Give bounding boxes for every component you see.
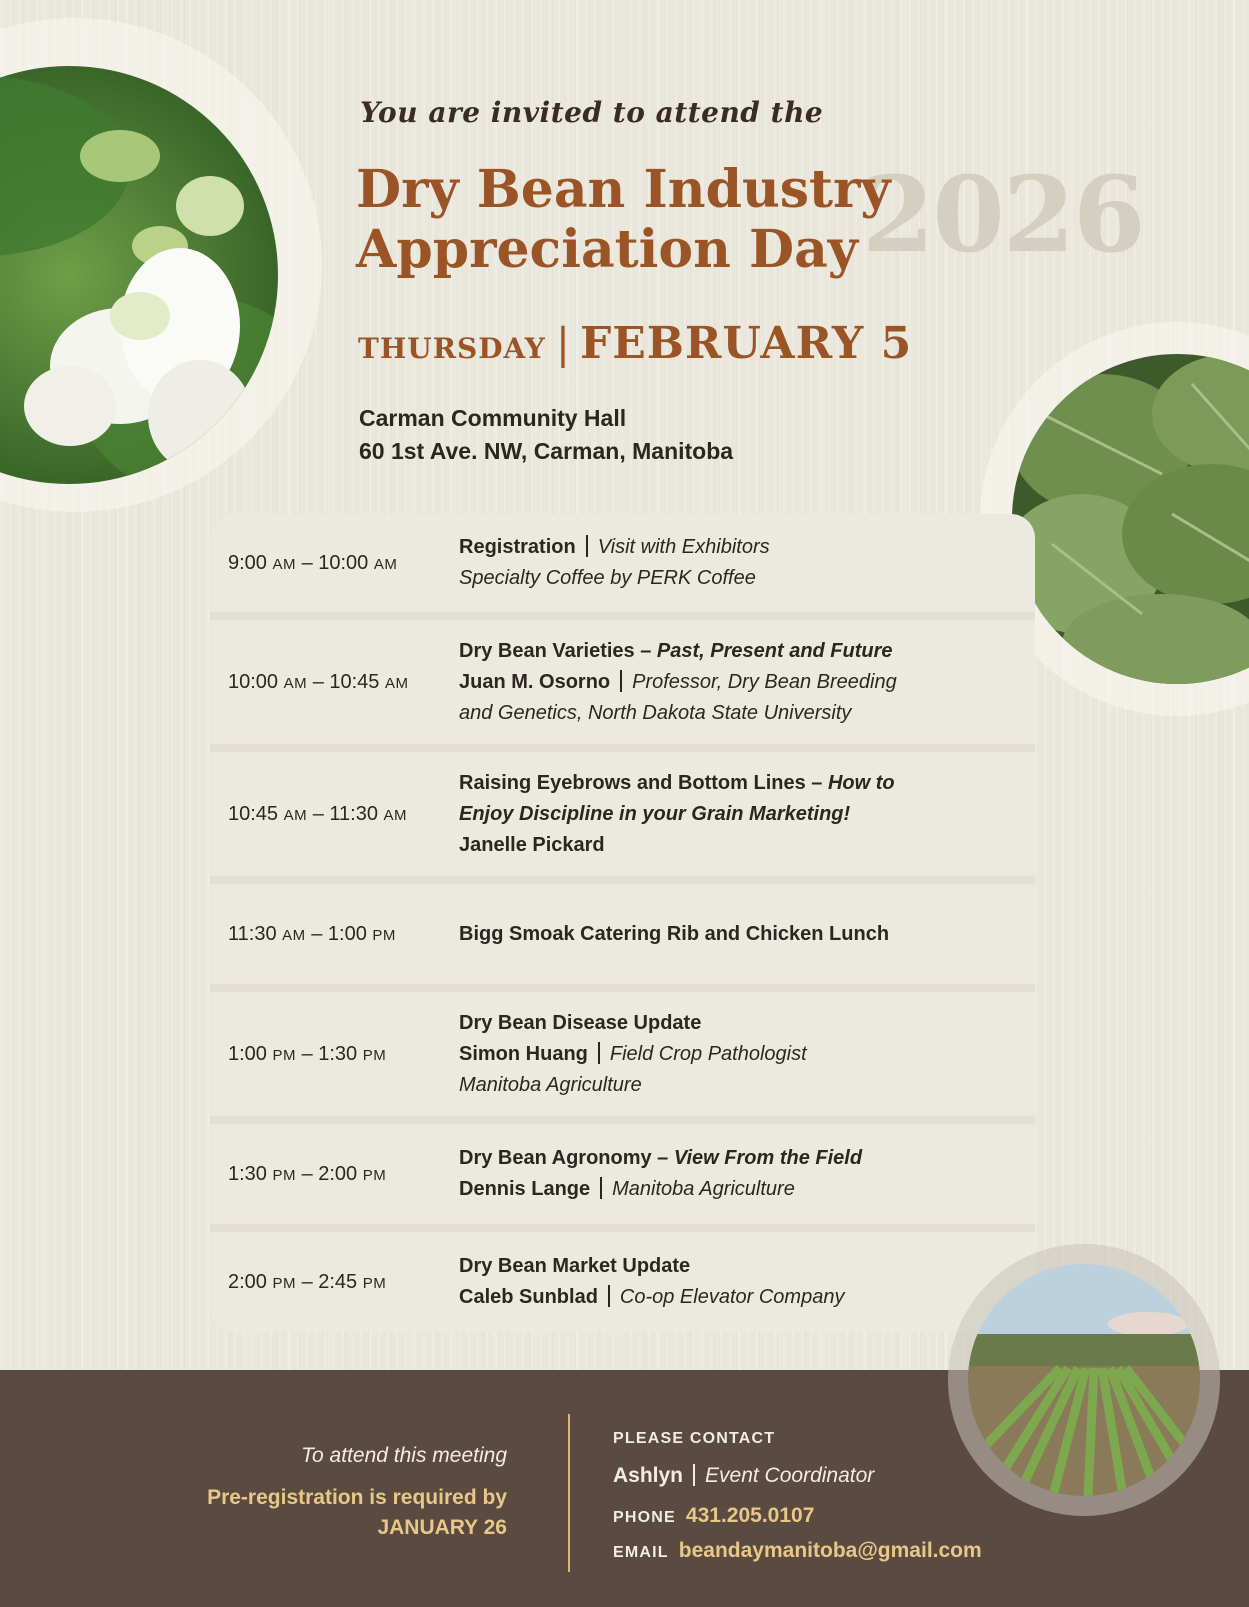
speaker-role: Professor, Dry Bean Breeding xyxy=(632,670,897,693)
schedule-row xyxy=(210,752,1035,884)
time-slot: 9:00 AM – 10:00 AM xyxy=(228,551,398,574)
contact-person xyxy=(613,1464,874,1488)
session-subtitle: Visit with Exhibitors xyxy=(597,536,770,558)
speaker-name: Simon Huang xyxy=(459,1042,588,1065)
session-details xyxy=(459,1143,1035,1205)
schedule-row xyxy=(210,884,1035,992)
attend-text: To attend this meeting xyxy=(301,1444,507,1467)
time-slot: 1:30 PM – 2:00 PM xyxy=(228,1162,387,1185)
bean-field-photo xyxy=(968,1264,1200,1496)
event-title-line1: Dry Bean Industry xyxy=(356,159,891,220)
speaker-name: Juan M. Osorno xyxy=(459,670,611,693)
preregistration-text: Pre-registration is required by xyxy=(207,1486,507,1509)
event-title-line2: Appreciation Day xyxy=(356,219,859,280)
session-title-italic: View From the Field xyxy=(673,1147,863,1169)
session-title: Dry Bean Agronomy – xyxy=(459,1147,669,1169)
schedule-table xyxy=(210,514,1035,1332)
speaker-role-cont: Manitoba Agriculture xyxy=(459,1073,642,1096)
session-details xyxy=(459,636,1035,729)
session-title-italic-cont: Enjoy Discipline in your Grain Marketing! xyxy=(459,802,851,825)
session-details xyxy=(459,919,1035,950)
contact-heading: PLEASE CONTACT xyxy=(613,1430,776,1447)
session-details xyxy=(459,768,1035,861)
speaker-role: Field Crop Pathologist xyxy=(609,1042,807,1065)
event-title xyxy=(356,160,891,280)
time-slot: 1:00 PM – 1:30 PM xyxy=(228,1042,387,1065)
schedule-row xyxy=(210,1232,1035,1332)
session-title-italic: Past, Present and Future xyxy=(656,639,893,662)
footer-divider xyxy=(568,1414,570,1572)
preregistration-deadline: JANUARY 26 xyxy=(377,1516,507,1539)
phone-label: PHONE xyxy=(613,1509,676,1526)
session-details xyxy=(459,532,1035,594)
venue xyxy=(359,402,733,468)
session-details xyxy=(459,1251,1035,1313)
email-address[interactable]: beandaymanitoba@gmail.com xyxy=(678,1539,982,1562)
time-slot: 2:00 PM – 2:45 PM xyxy=(228,1270,387,1293)
schedule-row xyxy=(210,1124,1035,1232)
event-date xyxy=(358,318,912,369)
schedule-row xyxy=(210,514,1035,620)
speaker-name: Caleb Sunblad xyxy=(459,1286,598,1308)
session-title: Dry Bean Market Update xyxy=(459,1255,691,1277)
time-slot: 11:30 AM – 1:00 PM xyxy=(228,922,396,945)
venue-address: 60 1st Ave. NW, Carman, Manitoba xyxy=(359,438,734,464)
schedule-row xyxy=(210,992,1035,1124)
contact-name: Ashlyn xyxy=(613,1464,684,1487)
time-slot: 10:00 AM – 10:45 AM xyxy=(228,670,409,693)
event-year: 2026 xyxy=(862,153,1144,276)
contact-email xyxy=(613,1539,982,1563)
contact-role: Event Coordinator xyxy=(705,1464,875,1487)
preregistration-notice xyxy=(207,1483,507,1543)
speaker-role: Manitoba Agriculture xyxy=(612,1178,795,1200)
speaker-role: Co-op Elevator Company xyxy=(619,1286,845,1308)
session-title: Dry Bean Disease Update xyxy=(459,1011,702,1034)
session-details xyxy=(459,1008,1035,1101)
session-title-italic: How to xyxy=(827,771,895,794)
schedule-row xyxy=(210,620,1035,752)
time-slot: 10:45 AM – 11:30 AM xyxy=(228,802,408,825)
event-month-day: FEBRUARY 5 xyxy=(579,318,913,369)
event-day: THURSDAY xyxy=(358,332,546,365)
invitation-text: You are invited to attend the xyxy=(360,96,824,129)
session-title: Bigg Smoak Catering Rib and Chicken Lunch xyxy=(459,922,890,945)
email-label: EMAIL xyxy=(613,1544,669,1561)
speaker-role-cont: and Genetics, North Dakota State University xyxy=(459,701,852,724)
speaker-name: Janelle Pickard xyxy=(459,833,605,856)
phone-number[interactable]: 431.205.0107 xyxy=(685,1504,815,1527)
session-title: Raising Eyebrows and Bottom Lines – xyxy=(459,771,823,794)
venue-name: Carman Community Hall xyxy=(359,405,627,431)
contact-phone xyxy=(613,1504,814,1528)
session-note: Specialty Coffee by PERK Coffee xyxy=(459,567,756,589)
speaker-name: Dennis Lange xyxy=(459,1178,591,1200)
date-separator: | xyxy=(555,319,570,368)
session-title: Registration xyxy=(459,536,576,558)
session-title: Dry Bean Varieties – xyxy=(459,639,652,662)
